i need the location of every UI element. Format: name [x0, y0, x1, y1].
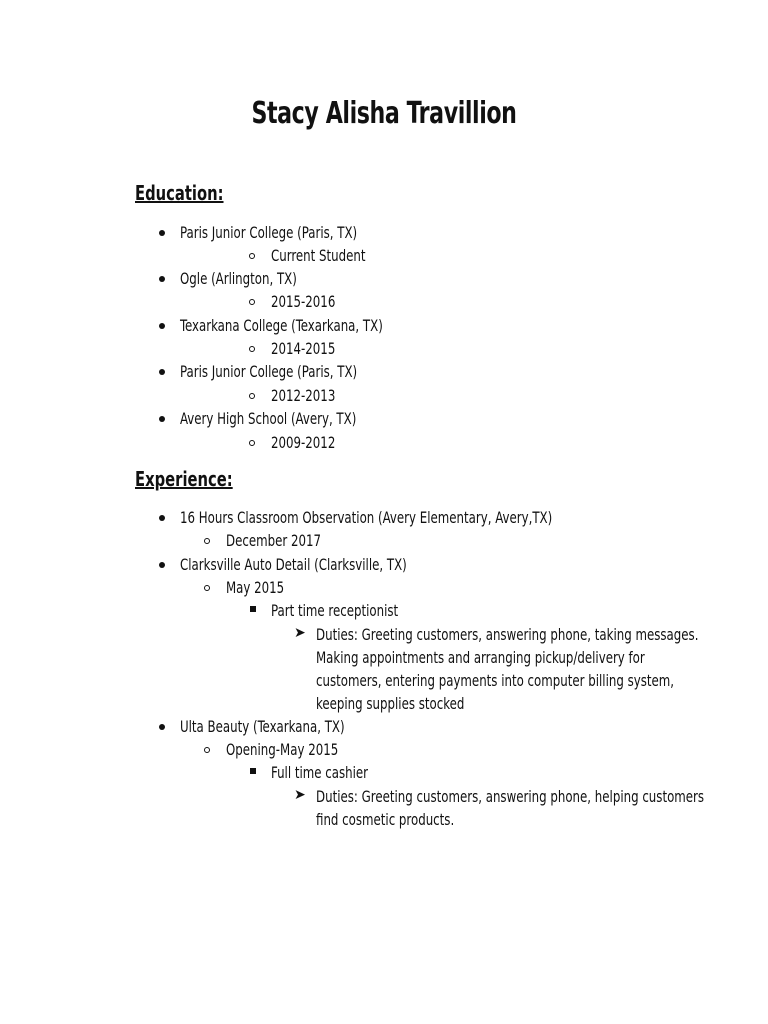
duty-line: keeping supplies stocked — [316, 694, 465, 713]
experience-date: May 2015 — [226, 578, 285, 597]
education-school: Paris Junior College (Paris, TX) — [180, 362, 358, 381]
bullet — [159, 724, 165, 730]
duty-line: Duties: Greeting customers, answering phone, taking messages. — [316, 625, 699, 644]
experience-role: Part time receptionist — [271, 601, 399, 620]
experience-place: Ulta Beauty (Texarkana, TX) — [180, 717, 345, 736]
sub-bullet — [204, 747, 210, 753]
sub-bullet — [204, 585, 210, 591]
experience-role: Full time cashier — [271, 763, 369, 782]
sub-bullet — [249, 253, 255, 259]
education-school: Ogle (Arlington, TX) — [180, 269, 297, 288]
arrow-bullet-icon: ➤ — [294, 787, 306, 803]
square-bullet — [250, 606, 256, 612]
duty-line: find cosmetic products. — [316, 810, 455, 829]
education-detail: Current Student — [271, 246, 366, 265]
bullet — [159, 515, 165, 521]
bullet — [159, 323, 165, 329]
education-school: Avery High School (Avery, TX) — [180, 409, 357, 428]
education-school: Paris Junior College (Paris, TX) — [180, 223, 358, 242]
experience-date: December 2017 — [226, 531, 322, 550]
bullet — [159, 276, 165, 282]
sub-bullet — [249, 299, 255, 305]
education-detail: 2009-2012 — [271, 433, 336, 452]
education-detail: 2014-2015 — [271, 339, 336, 358]
experience-heading: Experience: — [135, 467, 233, 491]
education-heading: Education: — [135, 181, 224, 205]
bullet — [159, 562, 165, 568]
bullet — [159, 369, 165, 375]
sub-bullet — [249, 393, 255, 399]
education-school: Texarkana College (Texarkana, TX) — [180, 316, 383, 335]
bullet — [159, 416, 165, 422]
experience-place: Clarksville Auto Detail (Clarksville, TX) — [180, 555, 407, 574]
arrow-bullet-icon: ➤ — [294, 625, 306, 641]
experience-place: 16 Hours Classroom Observation (Avery Elementary, Avery,TX) — [180, 508, 553, 527]
resume-name: Stacy Alisha Travillion — [251, 96, 517, 131]
duty-line: customers, entering payments into computer billing system, — [316, 671, 674, 690]
sub-bullet — [249, 346, 255, 352]
sub-bullet — [249, 440, 255, 446]
square-bullet — [250, 768, 256, 774]
education-detail: 2012-2013 — [271, 386, 336, 405]
bullet — [159, 230, 165, 236]
experience-date: Opening-May 2015 — [226, 740, 339, 759]
duty-line: Duties: Greeting customers, answering phone, helping customers — [316, 787, 705, 806]
education-detail: 2015-2016 — [271, 292, 336, 311]
duty-line: Making appointments and arranging pickup/delivery for — [316, 648, 645, 667]
sub-bullet — [204, 538, 210, 544]
